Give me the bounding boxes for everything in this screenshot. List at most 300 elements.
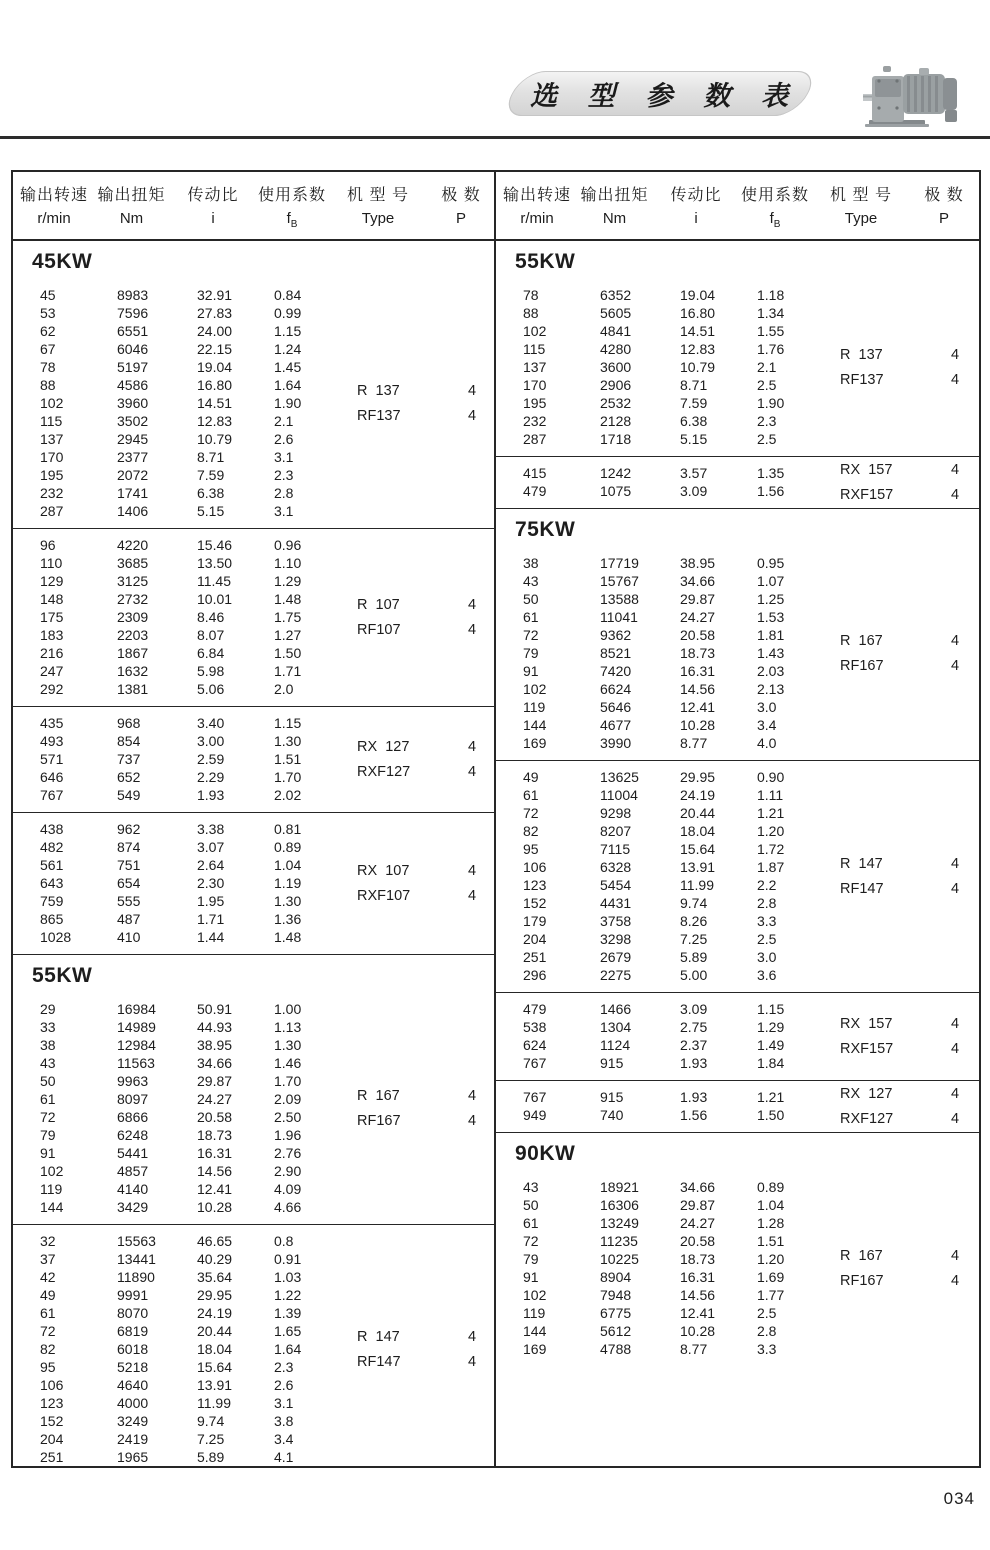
- cell-speed: 415: [523, 465, 547, 481]
- type-label: RXF127: [357, 764, 411, 780]
- cell-fb: 1.39: [274, 1305, 302, 1321]
- cell-speed: 79: [40, 1127, 56, 1143]
- cell-torque: 11235: [600, 1233, 638, 1249]
- cell-torque: 5197: [117, 359, 149, 375]
- header-factor-unit: $f_B$: [769, 210, 781, 230]
- cell-speed: 767: [523, 1089, 547, 1105]
- cell-fb: 1.51: [274, 751, 302, 767]
- cell-torque: 555: [117, 893, 141, 909]
- cell-speed: 72: [523, 805, 539, 821]
- cell-ratio: 15.64: [197, 1359, 233, 1375]
- cell-fb: 0.89: [757, 1179, 785, 1195]
- cell-speed: 137: [523, 359, 547, 375]
- cell-fb: 2.3: [757, 413, 777, 429]
- cell-speed: 169: [523, 1341, 547, 1357]
- cell-ratio: 2.37: [680, 1037, 708, 1053]
- type-label: RX 157: [840, 1016, 893, 1032]
- cell-speed: 624: [523, 1037, 547, 1053]
- header-speed-cn: 输出转速: [19, 187, 88, 204]
- cell-fb: 3.4: [274, 1431, 294, 1447]
- poles-value: 4: [950, 1041, 960, 1057]
- type-row: [840, 461, 972, 479]
- cell-ratio: 20.44: [197, 1323, 233, 1339]
- cell-ratio: 2.29: [197, 769, 225, 785]
- cell-torque: 4431: [600, 895, 632, 911]
- cell-fb: 1.15: [757, 1001, 785, 1017]
- cell-torque: 2732: [117, 591, 149, 607]
- type-label: RX 127: [840, 1086, 893, 1102]
- cell-speed: 78: [40, 359, 56, 375]
- type-box: [357, 813, 489, 954]
- cell-speed: 571: [40, 751, 64, 767]
- type-row: [357, 382, 489, 400]
- cell-ratio: 8.77: [680, 735, 708, 751]
- cell-torque: 4140: [117, 1181, 149, 1197]
- poles-value: 4: [950, 633, 960, 649]
- cell-torque: 6328: [600, 859, 632, 875]
- cell-fb: 1.30: [274, 733, 302, 749]
- cell-speed: 183: [40, 627, 64, 643]
- header-ratio-unit: i: [694, 210, 698, 227]
- cell-speed: 232: [523, 413, 547, 429]
- cell-torque: 3758: [600, 913, 632, 929]
- cell-fb: 2.6: [274, 431, 294, 447]
- cell-speed: 82: [523, 823, 539, 839]
- cell-ratio: 44.93: [197, 1019, 233, 1035]
- cell-ratio: 10.01: [197, 591, 233, 607]
- data-block: [13, 812, 494, 954]
- poles-value: 4: [950, 1273, 960, 1289]
- cell-speed: 204: [40, 1431, 64, 1447]
- cell-speed: 216: [40, 645, 64, 661]
- type-label: RX 127: [357, 739, 410, 755]
- cell-ratio: 3.40: [197, 715, 225, 731]
- cell-speed: 479: [523, 483, 547, 499]
- cell-torque: 3125: [117, 573, 149, 589]
- header-row-chinese: [13, 183, 494, 208]
- cell-fb: 1.35: [757, 465, 785, 481]
- type-label: R 167: [840, 633, 883, 649]
- cell-fb: 1.84: [757, 1055, 785, 1071]
- cell-ratio: 16.31: [197, 1145, 233, 1161]
- data-block: [13, 993, 494, 1224]
- type-row: [840, 1247, 972, 1265]
- cell-speed: 247: [40, 663, 64, 679]
- cell-ratio: 18.04: [197, 1341, 233, 1357]
- cell-ratio: 29.95: [680, 769, 716, 785]
- cell-ratio: 13.91: [197, 1377, 233, 1393]
- power-section: [13, 241, 494, 954]
- cell-torque: 2906: [600, 377, 632, 393]
- cell-torque: 3990: [600, 735, 632, 751]
- type-box: [357, 279, 489, 528]
- cell-fb: 1.20: [757, 1251, 785, 1267]
- cell-fb: 1.00: [274, 1001, 302, 1017]
- cell-fb: 2.8: [757, 1323, 777, 1339]
- cell-torque: 410: [117, 929, 141, 945]
- cell-ratio: 13.91: [680, 859, 716, 875]
- cell-fb: 1.15: [274, 323, 302, 339]
- cell-ratio: 15.46: [197, 537, 233, 553]
- header-speed-unit: r/min: [520, 210, 554, 227]
- poles-value: 4: [467, 739, 477, 755]
- poles-value: 4: [950, 372, 960, 388]
- cell-speed: 767: [40, 787, 64, 803]
- cell-ratio: 5.89: [680, 949, 708, 965]
- cell-ratio: 8.07: [197, 627, 225, 643]
- cell-torque: 4857: [117, 1163, 149, 1179]
- cell-speed: 79: [523, 1251, 539, 1267]
- cell-fb: 2.8: [274, 485, 294, 501]
- cell-fb: 4.66: [274, 1199, 302, 1215]
- type-label: RF167: [840, 1273, 884, 1289]
- type-box: [357, 707, 489, 812]
- power-title: 45KW: [32, 250, 93, 273]
- type-row: [357, 407, 489, 425]
- cell-speed: 123: [523, 877, 547, 893]
- cell-fb: 3.8: [274, 1413, 294, 1429]
- cell-speed: 479: [523, 1001, 547, 1017]
- cell-torque: 15563: [117, 1233, 156, 1249]
- cell-speed: 287: [523, 431, 547, 447]
- cell-ratio: 11.99: [680, 877, 714, 893]
- page-number: 034: [943, 1489, 975, 1508]
- table-column-right: [496, 172, 979, 1466]
- cell-speed: 72: [40, 1323, 56, 1339]
- type-row: [840, 1272, 972, 1290]
- type-row: [357, 1087, 489, 1105]
- cell-speed: 42: [40, 1269, 56, 1285]
- cell-speed: 43: [40, 1055, 56, 1071]
- poles-value: 4: [467, 383, 477, 399]
- cell-fb: 1.65: [274, 1323, 302, 1339]
- cell-speed: 88: [40, 377, 56, 393]
- cell-speed: 251: [40, 1449, 64, 1465]
- cell-ratio: 12.41: [680, 699, 716, 715]
- type-box: [840, 993, 972, 1080]
- cell-ratio: 19.04: [197, 359, 233, 375]
- cell-ratio: 50.91: [197, 1001, 233, 1017]
- cell-ratio: 14.56: [680, 681, 716, 697]
- cell-fb: 1.64: [274, 1341, 302, 1357]
- cell-ratio: 24.27: [680, 609, 716, 625]
- cell-fb: 1.50: [274, 645, 302, 661]
- cell-fb: 1.56: [757, 483, 785, 499]
- cell-speed: 38: [40, 1037, 56, 1053]
- cell-torque: 3429: [117, 1199, 149, 1215]
- cell-torque: 6018: [117, 1341, 149, 1357]
- type-label: RX 157: [840, 462, 893, 478]
- cell-torque: 16306: [600, 1197, 639, 1213]
- cell-fb: 0.99: [274, 305, 302, 321]
- cell-speed: 82: [40, 1341, 56, 1357]
- cell-ratio: 3.09: [680, 1001, 708, 1017]
- poles-value: 4: [467, 597, 477, 613]
- cell-ratio: 18.73: [680, 1251, 716, 1267]
- header-factor-cn: 使用系数: [741, 187, 810, 204]
- cell-fb: 0.81: [274, 821, 302, 837]
- power-title: 55KW: [32, 964, 93, 987]
- cell-torque: 4788: [600, 1341, 632, 1357]
- cell-ratio: 1.93: [197, 787, 225, 803]
- header-factor-cn: 使用系数: [258, 187, 327, 204]
- header-type-unit: Type: [844, 210, 878, 227]
- type-label: RF147: [357, 1354, 401, 1370]
- cell-torque: 8097: [117, 1091, 149, 1107]
- cell-fb: 3.4: [757, 717, 777, 733]
- cell-speed: 95: [40, 1359, 56, 1375]
- cell-torque: 13588: [600, 591, 639, 607]
- data-block: [13, 279, 494, 528]
- type-label: RF137: [840, 372, 884, 388]
- column-body-left: [13, 241, 494, 1466]
- cell-fb: 2.03: [757, 663, 785, 679]
- cell-speed: 102: [523, 681, 547, 697]
- header-torque-cn: 输出扭矩: [97, 187, 166, 204]
- cell-torque: 751: [117, 857, 141, 873]
- header-ratio-unit: i: [211, 210, 215, 227]
- cell-torque: 6248: [117, 1127, 149, 1143]
- header-speed-cn: 输出转速: [502, 187, 571, 204]
- cell-speed: 102: [40, 1163, 64, 1179]
- cell-ratio: 14.56: [197, 1163, 233, 1179]
- cell-speed: 759: [40, 893, 64, 909]
- cell-torque: 9362: [600, 627, 632, 643]
- cell-speed: 61: [523, 1215, 539, 1231]
- cell-speed: 119: [40, 1181, 63, 1197]
- cell-torque: 654: [117, 875, 141, 891]
- cell-speed: 538: [523, 1019, 547, 1035]
- poles-value: 4: [467, 622, 477, 638]
- cell-torque: 7420: [600, 663, 632, 679]
- type-row: [840, 1085, 972, 1103]
- poles-value: 4: [467, 764, 477, 780]
- cell-torque: 3685: [117, 555, 149, 571]
- type-label: R 137: [840, 347, 883, 363]
- cell-fb: 0.91: [274, 1251, 302, 1267]
- cell-ratio: 40.29: [197, 1251, 233, 1267]
- cell-torque: 2377: [117, 449, 149, 465]
- cell-fb: 1.50: [757, 1107, 785, 1123]
- cell-ratio: 24.27: [680, 1215, 716, 1231]
- cell-fb: 1.03: [274, 1269, 302, 1285]
- poles-value: 4: [950, 1248, 960, 1264]
- cell-fb: 2.5: [757, 1305, 777, 1321]
- cell-ratio: 5.00: [680, 967, 708, 983]
- poles-value: 4: [467, 1329, 477, 1345]
- cell-torque: 2072: [117, 467, 149, 483]
- cell-torque: 2532: [600, 395, 632, 411]
- cell-speed: 49: [40, 1287, 56, 1303]
- cell-fb: 1.21: [757, 805, 785, 821]
- cell-fb: 1.27: [274, 627, 302, 643]
- cell-speed: 129: [40, 573, 64, 589]
- cell-speed: 72: [523, 627, 539, 643]
- cell-speed: 32: [40, 1233, 56, 1249]
- cell-fb: 1.48: [274, 929, 302, 945]
- cell-torque: 6624: [600, 681, 632, 697]
- cell-speed: 50: [523, 1197, 539, 1213]
- cell-torque: 1718: [600, 431, 632, 447]
- cell-fb: 1.48: [274, 591, 302, 607]
- cell-speed: 88: [523, 305, 539, 321]
- title-banner: [512, 71, 808, 116]
- cell-speed: 643: [40, 875, 64, 891]
- cell-fb: 1.90: [274, 395, 302, 411]
- cell-speed: 195: [523, 395, 547, 411]
- cell-speed: 865: [40, 911, 64, 927]
- cell-torque: 2275: [600, 967, 632, 983]
- cell-fb: 1.29: [757, 1019, 785, 1035]
- cell-fb: 3.1: [274, 449, 294, 465]
- cell-torque: 5646: [600, 699, 632, 715]
- cell-fb: 3.0: [757, 949, 777, 965]
- cell-torque: 1242: [600, 465, 632, 481]
- cell-torque: 14989: [117, 1019, 156, 1035]
- type-row: [357, 1353, 489, 1371]
- cell-ratio: 10.79: [680, 359, 716, 375]
- cell-ratio: 20.44: [680, 805, 716, 821]
- type-label: RXF157: [840, 487, 894, 503]
- cell-speed: 204: [523, 931, 547, 947]
- cell-speed: 119: [523, 1305, 546, 1321]
- cell-ratio: 24.19: [197, 1305, 233, 1321]
- type-row: [840, 632, 972, 650]
- cell-speed: 102: [40, 395, 64, 411]
- poles-value: 4: [467, 863, 477, 879]
- cell-fb: 1.81: [757, 627, 785, 643]
- cell-ratio: 18.73: [680, 645, 716, 661]
- cell-ratio: 11.45: [197, 573, 231, 589]
- cell-torque: 874: [117, 839, 141, 855]
- cell-ratio: 3.57: [680, 465, 708, 481]
- cell-fb: 2.50: [274, 1109, 302, 1125]
- cell-speed: 37: [40, 1251, 56, 1267]
- cell-speed: 949: [523, 1107, 547, 1123]
- cell-fb: 2.8: [757, 895, 777, 911]
- cell-torque: 11041: [600, 609, 638, 625]
- cell-fb: 1.28: [757, 1215, 785, 1231]
- cell-fb: 0.95: [757, 555, 785, 571]
- cell-ratio: 29.87: [680, 591, 716, 607]
- power-section: [13, 954, 494, 1466]
- cell-torque: 6046: [117, 341, 149, 357]
- type-row: [840, 346, 972, 364]
- cell-torque: 9298: [600, 805, 632, 821]
- cell-speed: 45: [40, 287, 56, 303]
- cell-torque: 3249: [117, 1413, 149, 1429]
- cell-torque: 13249: [600, 1215, 639, 1231]
- power-section: [496, 241, 979, 508]
- cell-ratio: 13.50: [197, 555, 233, 571]
- cell-speed: 144: [523, 717, 547, 733]
- header-factor-unit: $f_B$: [286, 210, 298, 230]
- cell-ratio: 1.71: [197, 911, 225, 927]
- cell-fb: 0.96: [274, 537, 302, 553]
- cell-torque: 5218: [117, 1359, 149, 1375]
- cell-ratio: 46.65: [197, 1233, 233, 1249]
- type-row: [357, 887, 489, 905]
- cell-torque: 2203: [117, 627, 149, 643]
- type-row: [357, 763, 489, 781]
- cell-fb: 1.22: [274, 1287, 302, 1303]
- cell-ratio: 14.56: [680, 1287, 716, 1303]
- cell-fb: 1.25: [757, 591, 785, 607]
- cell-ratio: 3.38: [197, 821, 225, 837]
- cell-torque: 854: [117, 733, 141, 749]
- cell-speed: 43: [523, 1179, 539, 1195]
- cell-ratio: 8.26: [680, 913, 708, 929]
- cell-ratio: 6.84: [197, 645, 225, 661]
- cell-speed: 29: [40, 1001, 56, 1017]
- cell-torque: 6775: [600, 1305, 632, 1321]
- type-row: [357, 1112, 489, 1130]
- data-block: [496, 1080, 979, 1132]
- data-block: [496, 279, 979, 456]
- cell-speed: 169: [523, 735, 547, 751]
- cell-torque: 2309: [117, 609, 149, 625]
- cell-fb: 1.30: [274, 893, 302, 909]
- cell-speed: 110: [40, 555, 63, 571]
- cell-fb: 2.90: [274, 1163, 302, 1179]
- cell-torque: 1632: [117, 663, 149, 679]
- cell-fb: 1.45: [274, 359, 302, 375]
- cell-speed: 33: [40, 1019, 56, 1035]
- cell-fb: 1.70: [274, 769, 302, 785]
- cell-torque: 1406: [117, 503, 149, 519]
- header-row-units: [496, 208, 979, 230]
- cell-speed: 152: [40, 1413, 64, 1429]
- cell-fb: 2.0: [274, 681, 294, 697]
- cell-speed: 438: [40, 821, 64, 837]
- cell-fb: 1.36: [274, 911, 302, 927]
- page-title: 选 型 参 数 表: [530, 81, 800, 111]
- cell-fb: 2.5: [757, 377, 777, 393]
- cell-torque: 8983: [117, 287, 149, 303]
- cell-ratio: 1.44: [197, 929, 225, 945]
- cell-torque: 4841: [600, 323, 632, 339]
- type-row: [357, 1328, 489, 1346]
- cell-torque: 1124: [600, 1037, 631, 1053]
- type-box: [357, 993, 489, 1224]
- cell-torque: 8904: [600, 1269, 632, 1285]
- cell-ratio: 18.73: [197, 1127, 233, 1143]
- cell-torque: 1381: [117, 681, 149, 697]
- cell-torque: 9991: [117, 1287, 149, 1303]
- cell-torque: 915: [600, 1089, 624, 1105]
- cell-speed: 53: [40, 305, 56, 321]
- cell-torque: 12984: [117, 1037, 156, 1053]
- data-block: [496, 547, 979, 760]
- cell-speed: 67: [40, 341, 56, 357]
- cell-ratio: 16.80: [197, 377, 233, 393]
- cell-speed: 144: [40, 1199, 64, 1215]
- cell-torque: 7596: [117, 305, 149, 321]
- cell-torque: 3298: [600, 931, 632, 947]
- cell-fb: 1.29: [274, 573, 302, 589]
- cell-fb: 1.13: [274, 1019, 302, 1035]
- cell-ratio: 10.79: [197, 431, 233, 447]
- cell-ratio: 9.74: [680, 895, 708, 911]
- cell-ratio: 20.58: [197, 1109, 233, 1125]
- cell-fb: 2.5: [757, 931, 777, 947]
- cell-fb: 1.87: [757, 859, 785, 875]
- type-row: [840, 1110, 972, 1128]
- cell-ratio: 2.30: [197, 875, 225, 891]
- cell-fb: 3.6: [757, 967, 777, 983]
- cell-ratio: 8.77: [680, 1341, 708, 1357]
- cell-torque: 5605: [600, 305, 632, 321]
